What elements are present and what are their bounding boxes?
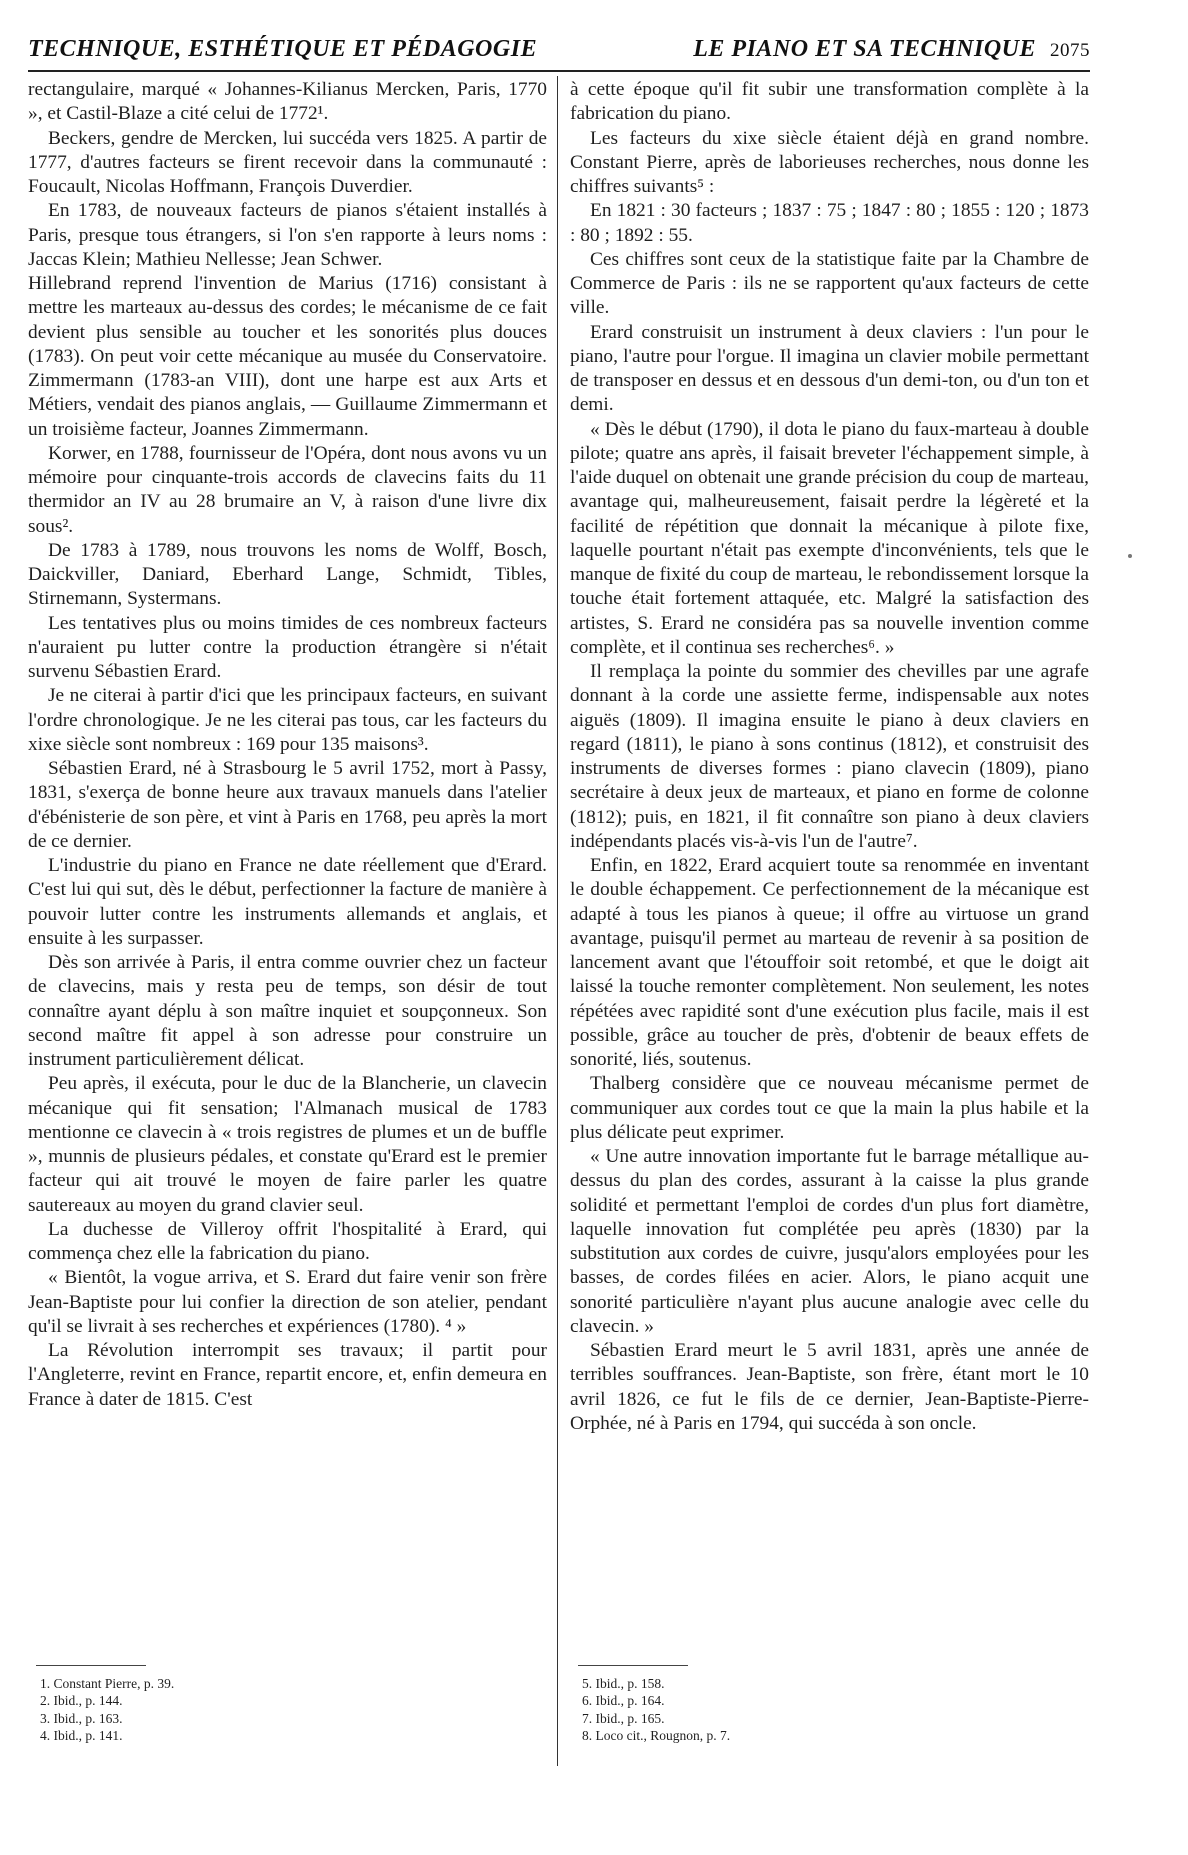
- paragraph: En 1821 : 30 facteurs ; 1837 : 75 ; 1847 : 80 ; 1855 : 120 ; 1873 : 80 ; 1892 : 55.: [570, 200, 1089, 246]
- footnote: 4. Ibid., p. 141.: [40, 1728, 123, 1744]
- footnote: 3. Ibid., p. 163.: [40, 1710, 123, 1726]
- footnote: 7. Ibid., p. 165.: [582, 1710, 665, 1726]
- footnotes-left: [40, 1675, 174, 1745]
- paragraph: La duchesse de Villeroy offrit l'hospitalité à Erard, qui commença chez elle la fabrication du piano.: [28, 1218, 547, 1264]
- paragraph: Les tentatives plus ou moins timides de ces nombreux facteurs n'auraient pu lutter contre la production étrangère si n'était survenu Sébastien Erard.: [28, 612, 547, 682]
- page-number: 2075: [1050, 40, 1090, 61]
- footnote-rule: [578, 1665, 688, 1666]
- footnote-rule: [36, 1665, 146, 1666]
- margin-speck: [1128, 554, 1132, 558]
- paragraph: De 1783 à 1789, nous trouvons les noms de Wolff, Bosch, Daickviller, Daniard, Eberhard Lange, Schmidt, Tibles, Stirnemann, Systermans.: [28, 539, 547, 610]
- footnote: 8. Loco cit., Rougnon, p. 7.: [582, 1728, 731, 1744]
- paragraph: L'industrie du piano en France ne date réellement que d'Erard. C'est lui qui sut, dès le début, perfectionner la facture de manière à pouvoir lutter contre les instruments allemands et anglais, et ensuite à les surpasser.: [28, 855, 547, 949]
- paragraph: Erard construisit un instrument à deux claviers : l'un pour le piano, l'autre pour l'orgue. Il imagina un clavier mobile permettant de transposer en dessus et en dessous d'un demi-ton, ou d'un ton et demi.: [570, 321, 1089, 416]
- paragraph: Peu après, il exécuta, pour le duc de la Blancherie, un clavecin mécanique qui fit sensation; l'Almanach musical de 1783 mentionne ce clavecin à « trois registres de plumes et un de buffle », munnis de plusieurs pédales, et constate qu'Erard est le premier facteur qui ait trouvé le moyen de faire parler les quatre sautereaux au moyen du grand clavier seul.: [28, 1073, 547, 1216]
- paragraph: « Une autre innovation importante fut le barrage métallique au-dessus du plan des cordes, assurant à la caisse la plus grande solidité et permettant l'emploi de cordes d'un plus fort diamètre, laquelle innovation fut complétée peu après (1830) par la substitution aux cordes de cuivre, jusqu'alors employées pour les basses, de cordes filées en acier. Alors, le piano acquit une sonorité particulière n'ayant plus aucune analogie avec celle du clavecin. »: [570, 1146, 1089, 1337]
- paragraph: Je ne citerai à partir d'ici que les principaux facteurs, en suivant l'ordre chronologique. Je ne les citerai pas tous, car les facteurs du xixe siècle sont nombreux : 169 pour 135 maisons³.: [28, 685, 547, 755]
- paragraph: En 1783, de nouveaux facteurs de pianos s'étaient installés à Paris, presque tous étrangers, si l'on s'en rapporte à leurs noms : Jaccas Klein; Mathieu Nellesse; Jean Schwer.: [28, 200, 547, 270]
- left-column: [28, 78, 547, 1412]
- paragraph: Enfin, en 1822, Erard acquiert toute sa renommée en inventant le double échappement. Ce perfectionnement de la mécanique est adapté à tous les pianos à queue; il offre au virtuose un grand avantage, puisqu'il permet au marteau de revenir à sa position de lancement avant que l'étouffoir soit retombé, et que le doigt ait laissé la touche remonter complètement. Non seulement, les notes répétées avec rapidité sont d'une exécution plus facile, mais il est possible, grâce au toucher de près, d'obtenir de beaux effets de sonorité, liés, soutenus.: [570, 855, 1089, 1070]
- paragraph: Dès son arrivée à Paris, il entra comme ouvrier chez un facteur de clavecins, mais y resta peu de temps, son désir de tout connaître ayant déplu à son maître inquiet et soupçonneux. Son second maître fit appel à son adresse pour construire un instrument particulièrement délicat.: [28, 952, 547, 1070]
- paragraph: La Révolution interrompit ses travaux; il partit pour l'Angleterre, revint en France, repartit encore, et, enfin demeura en France à dater de 1815. C'est: [28, 1340, 547, 1410]
- paragraph: « Dès le début (1790), il dota le piano du faux-marteau à double pilote; quatre ans après, il faisait breveter l'échappement simple, à l'aide duquel on obtenait une grande précision du coup de marteau, avantage qui, malheureusement, faisait perdre la légèreté et la facilité de répétition que donnait la mécanique à pilote fixe, laquelle pourtant n'était pas exempte d'inconvénients, tels que le manque de fixité du coup de marteau, le rebondissement lorsque la touche était fortement attaquée, etc. Malgré la satisfaction des artistes, S. Erard ne considéra pas sa nouvelle invention comme complète, et il continua ses recherches⁶. »: [570, 418, 1089, 658]
- paragraph: Les facteurs du xixe siècle étaient déjà en grand nombre. Constant Pierre, après de laborieuses recherches, nous donne les chiffres suivants⁵ :: [570, 127, 1089, 197]
- footnote: 2. Ibid., p. 144.: [40, 1693, 123, 1709]
- header-right-title: LE PIANO ET SA TECHNIQUE: [693, 36, 1036, 62]
- header-left-title: TECHNIQUE, ESTHÉTIQUE ET PÉDAGOGIE: [28, 36, 538, 62]
- header-rule: [28, 70, 1090, 72]
- paragraph: Il remplaça la pointe du sommier des chevilles par une agrafe donnant à la corde une assiette ferme, indispensable aux notes aiguës (1809). Il imagina ensuite le piano à deux claviers en regard (1811), le piano à sons continus (1812), et construisit des instruments de diverses formes : piano clavecin (1809), piano secrétaire à deux jeux de marteaux, et piano en forme de colonne (1812); puis, en 1821, il fit connaître son piano à deux claviers indépendants placés vis-à-vis l'un de l'autre⁷.: [570, 661, 1089, 852]
- paragraph: « Bientôt, la vogue arriva, et S. Erard dut faire venir son frère Jean-Baptiste pour lui confier la direction de son atelier, pendant qu'il se livrait à ses recherches et expériences (1780). ⁴ »: [28, 1267, 547, 1337]
- running-header: [28, 36, 1090, 66]
- column-divider: [557, 76, 558, 1766]
- right-column: [570, 78, 1089, 1436]
- paragraph: Beckers, gendre de Mercken, lui succéda vers 1825. A partir de 1777, d'autres facteurs se firent recevoir dans la communauté : Foucault, Nicolas Hoffmann, François Duverdier.: [28, 127, 547, 197]
- paragraph: rectangulaire, marqué « Johannes-Kilianus Mercken, Paris, 1770 », et Castil-Blaze a cité celui de 1772¹.: [28, 79, 547, 125]
- paragraph: Ces chiffres sont ceux de la statistique faite par la Chambre de Commerce de Paris : ils ne se rapportent qu'aux facteurs de cette ville.: [570, 248, 1089, 319]
- header-right: [693, 36, 1090, 63]
- paragraph: Thalberg considère que ce nouveau mécanisme permet de communiquer aux cordes tout ce que la main la plus habile et la plus délicate peut exprimer.: [570, 1073, 1089, 1143]
- footnote: 1. Constant Pierre, p. 39.: [40, 1676, 175, 1691]
- footnotes-right: [582, 1675, 730, 1745]
- paragraph: Korwer, en 1788, fournisseur de l'Opéra, dont nous avons vu un mémoire pour cinquante-trois accords de clavecins faits du 11 thermidor an IV au 28 brumaire an V, à raison d'une livre dix sous².: [28, 442, 547, 537]
- footnote: 5. Ibid., p. 158.: [582, 1676, 665, 1691]
- paragraph: Sébastien Erard, né à Strasbourg le 5 avril 1752, mort à Passy, 1831, s'exerça de bonne heure aux travaux manuels dans l'atelier d'ébénisterie de son père, et vint à Paris en 1768, peu après la mort de ce dernier.: [28, 758, 547, 852]
- footnote: 6. Ibid., p. 164.: [582, 1693, 665, 1709]
- paragraph: à cette époque qu'il fit subir une transformation complète à la fabrication du piano.: [570, 79, 1089, 125]
- paragraph: Sébastien Erard meurt le 5 avril 1831, après une année de terribles souffrances. Jean-Baptiste, son frère, étant mort le 10 avril 1826, ce fut le fils de ce dernier, Jean-Baptiste-Pierre-Orphée, né à Paris en 1794, qui succéda à son oncle.: [570, 1340, 1089, 1434]
- paragraph: Hillebrand reprend l'invention de Marius (1716) consistant à mettre les marteaux au-dessus des cordes; le mécanisme de ce fait devient plus sensible au toucher et les sonorités plus douces (1783). On peut voir cette mécanique au musée du Conservatoire. Zimmermann (1783-an VIII), dont une harpe est aux Arts et Métiers, vendait des pianos anglais, — Guillaume Zimmermann et un troisième facteur, Joannes Zimmermann.: [28, 273, 547, 440]
